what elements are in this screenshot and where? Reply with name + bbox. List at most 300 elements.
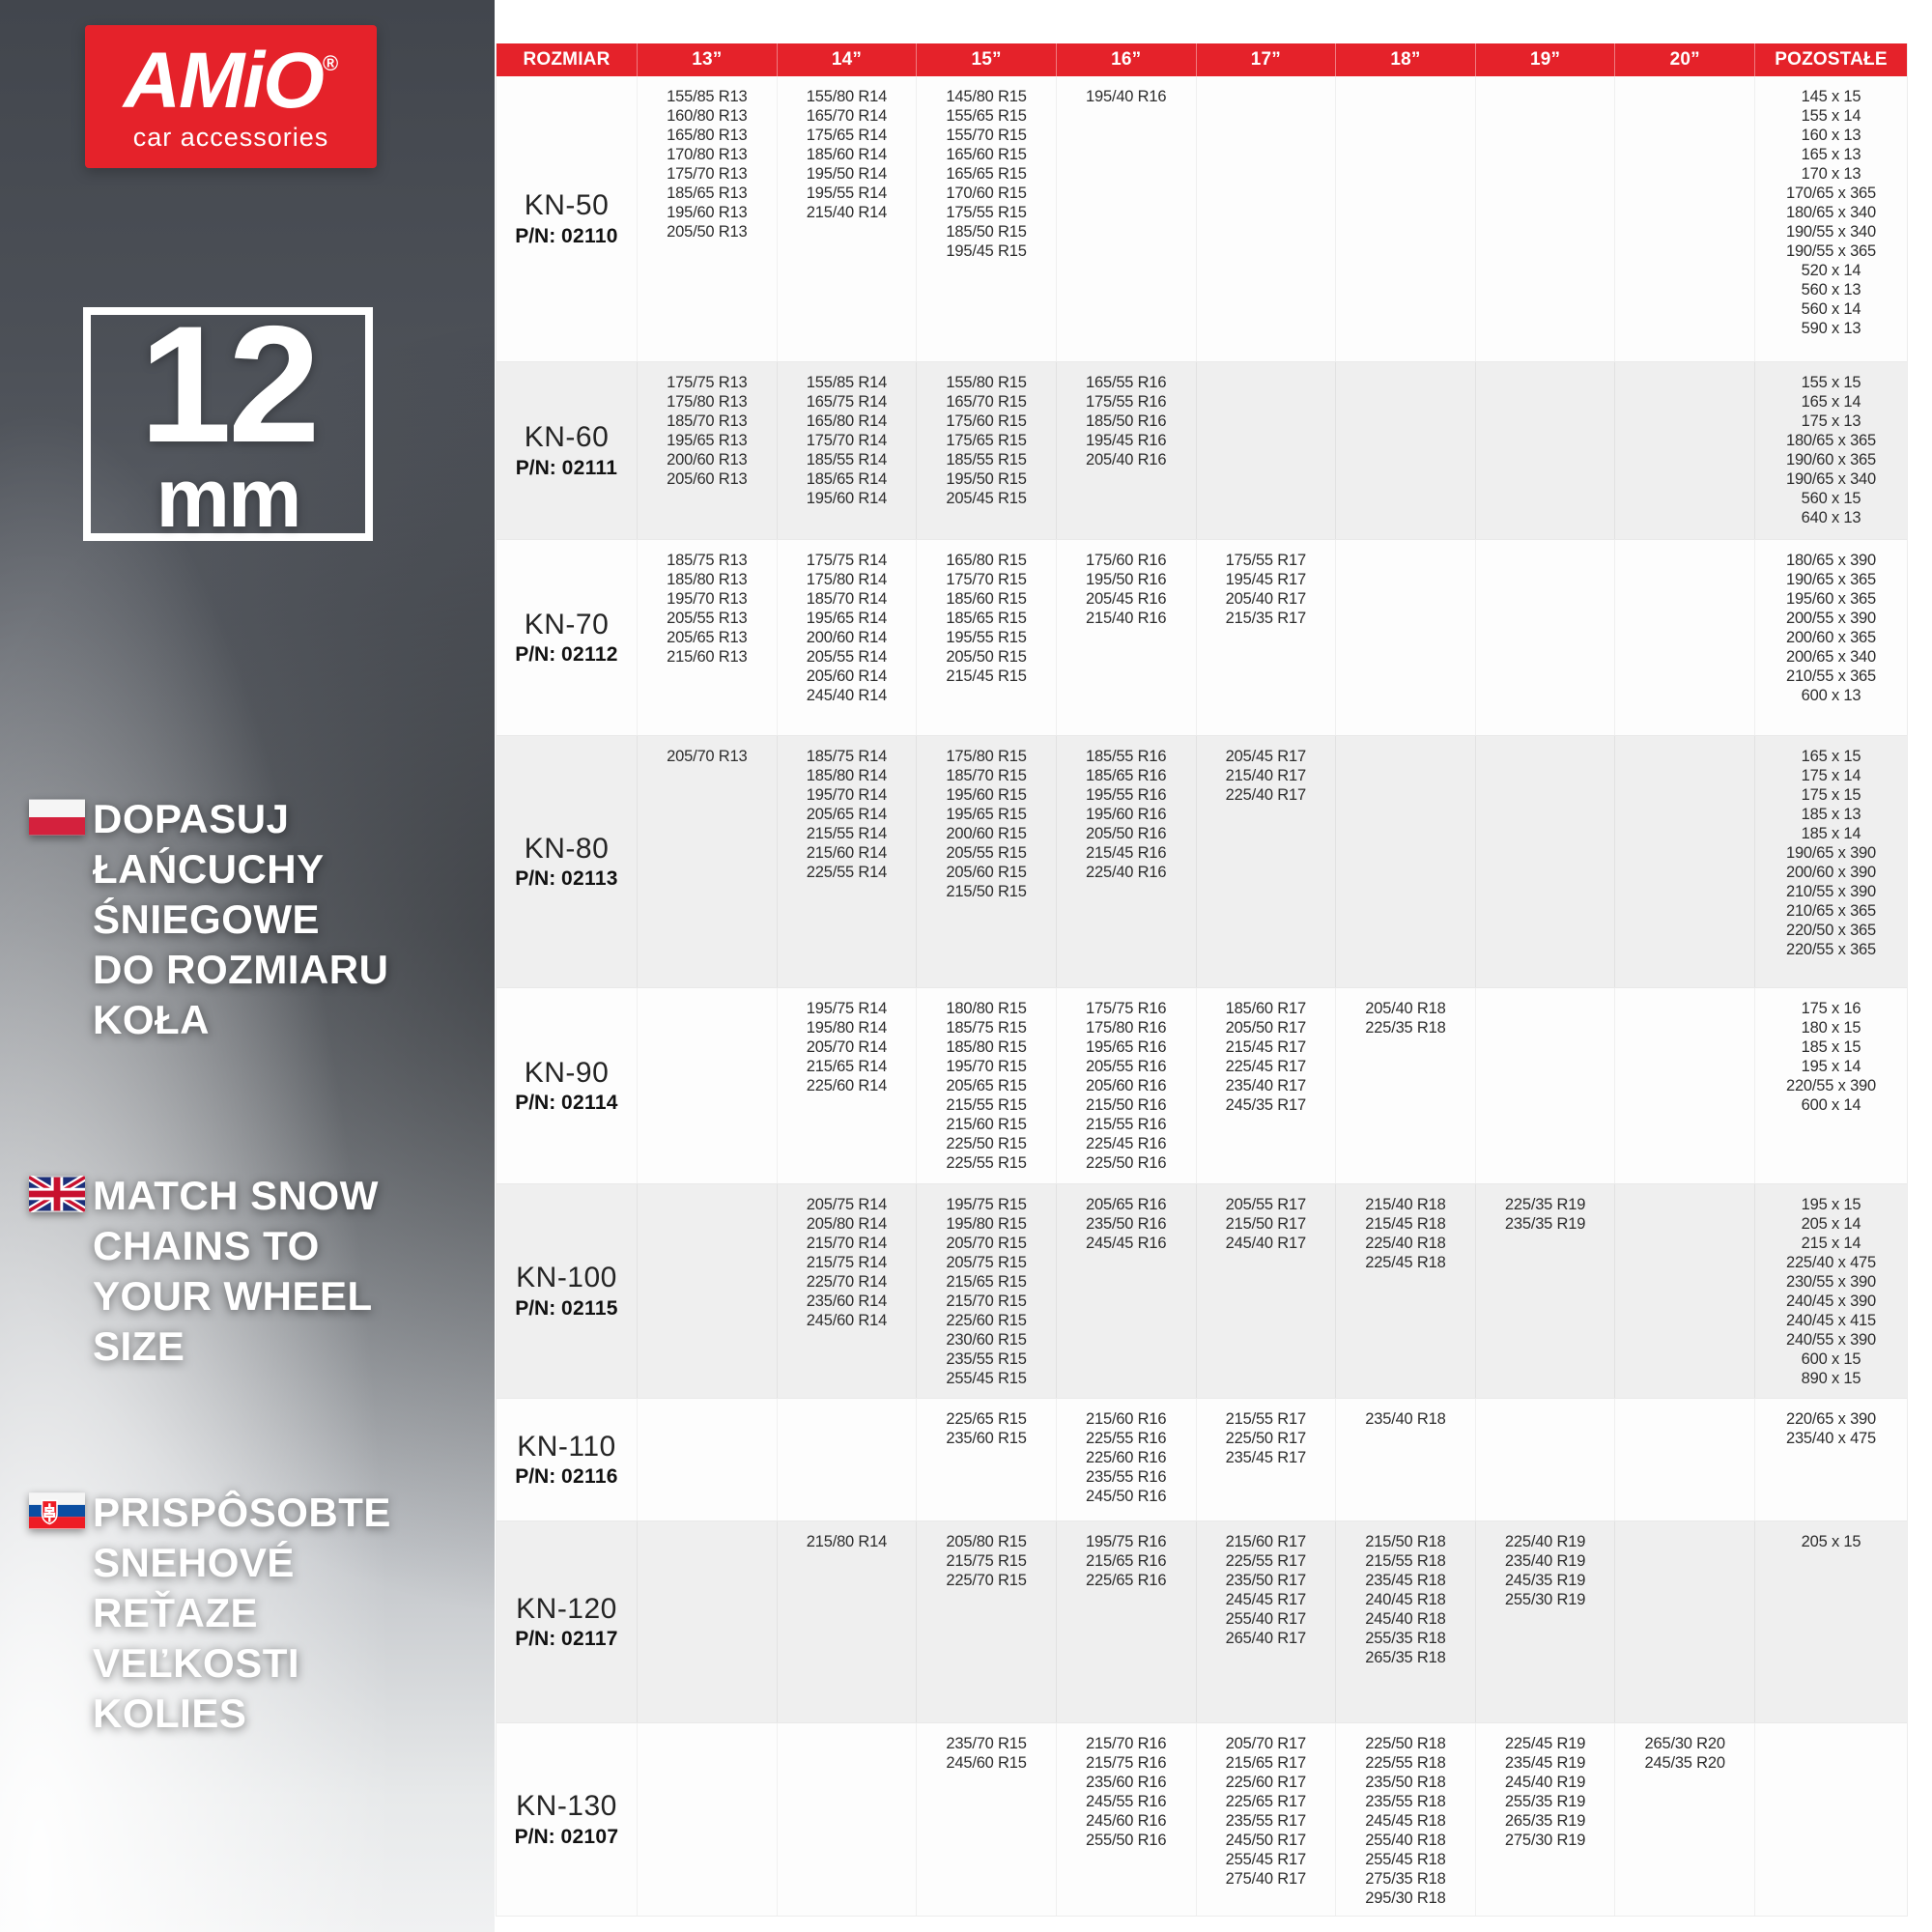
tire-size: 225/45 R16 [1086,1135,1167,1152]
tire-size: 215/55 R15 [946,1096,1027,1114]
tire-size: 175/80 R16 [1086,1019,1167,1037]
note-line: DO ROZMIARU [93,947,389,992]
size-cell [637,988,777,1183]
tire-size: 225/60 R14 [806,1077,888,1094]
tire-size: 185/65 R14 [806,470,888,488]
size-cell [1614,362,1754,539]
tire-size: 195/65 R13 [667,432,748,449]
column-header: 16” [1056,43,1196,76]
model-name: KN-110 [517,1430,616,1463]
note-polish [29,794,466,1045]
tire-size: 230/55 x 390 [1785,1273,1876,1291]
tire-size: 190/65 x 365 [1785,571,1876,588]
tire-size: 195/70 R14 [806,786,888,804]
tire-size: 295/30 R18 [1365,1889,1446,1907]
column-header: 20” [1614,43,1754,76]
tire-size: 170/65 x 365 [1785,185,1876,202]
part-number [516,457,617,480]
column-header: POZOSTAŁE [1754,43,1907,76]
tire-size: 185 x 13 [1801,806,1861,823]
tire-size: 225/40 R19 [1504,1533,1586,1550]
tire-size: 205/50 R17 [1225,1019,1306,1037]
tire-size: 165/70 R15 [946,393,1027,411]
tire-size: 590 x 13 [1801,320,1861,337]
note-line: PRISPÔSOBTE [93,1490,391,1535]
tire-size: 195/75 R16 [1086,1533,1167,1550]
tire-size: 155/85 R14 [806,374,888,391]
tire-size: 215/60 R16 [1086,1410,1167,1428]
tire-size: 220/55 x 365 [1785,941,1876,958]
tire-size: 175/75 R13 [667,374,748,391]
tire-size: 255/45 R15 [946,1370,1027,1387]
tire-size: 215 x 14 [1801,1235,1861,1252]
tire-size: 225/50 R17 [1225,1430,1306,1447]
badge-unit: mm [156,451,300,545]
size-cell [637,1723,777,1916]
tire-size: 220/55 x 390 [1785,1077,1876,1094]
tire-size: 165 x 14 [1801,393,1861,411]
size-cell [1754,362,1907,539]
note-line: SIZE [93,1323,185,1369]
tire-size: 215/65 R15 [946,1273,1027,1291]
tire-size: 195/45 R15 [946,242,1027,260]
part-number-label: P/N: [515,456,562,479]
size-cell [1475,540,1615,735]
tire-size: 180 x 15 [1801,1019,1861,1037]
brand-logo [85,25,377,168]
tire-size: 245/45 R17 [1225,1591,1306,1608]
column-header: 18” [1335,43,1475,76]
tire-size: 195/60 R16 [1086,806,1167,823]
model-cell [497,1184,637,1398]
size-cell [1196,736,1336,987]
brand-name [123,36,339,125]
size-cell [777,1723,917,1916]
tire-size: 195/70 R13 [667,590,748,608]
tire-size: 245/50 R17 [1225,1832,1306,1849]
tire-size: 165/60 R15 [946,146,1027,163]
tire-size: 195/55 R15 [946,629,1027,646]
size-cell [1614,1723,1754,1916]
tire-size: 175/55 R17 [1225,552,1306,569]
tire-size: 155/65 R15 [946,107,1027,125]
size-cell [1196,1521,1336,1722]
tire-size: 200/65 x 340 [1785,648,1876,666]
tire-size: 255/45 R17 [1225,1851,1306,1868]
tire-size: 195/60 R13 [667,204,748,221]
tire-size: 235/35 R19 [1504,1215,1586,1233]
tire-size: 175/55 R15 [946,204,1027,221]
tire-size: 215/45 R18 [1365,1215,1446,1233]
tire-size: 200/60 R13 [667,451,748,469]
tire-size: 160 x 13 [1801,127,1861,144]
tire-size: 185 x 14 [1801,825,1861,842]
tire-size: 225/35 R18 [1365,1019,1446,1037]
tire-size: 185/70 R13 [667,412,748,430]
table-row [497,1183,1907,1398]
tire-size: 215/60 R14 [806,844,888,862]
tire-size: 520 x 14 [1801,262,1861,279]
size-cell [1754,1521,1907,1722]
size-cell [637,76,777,361]
tire-size: 180/80 R15 [946,1000,1027,1017]
model-name: KN-70 [524,608,610,640]
table-body [497,76,1907,1916]
tire-size: 195 x 15 [1801,1196,1861,1213]
tire-size: 215/70 R14 [806,1235,888,1252]
part-number-value: 02111 [561,456,618,479]
tire-size: 185/65 R15 [946,610,1027,627]
tire-size: 185 x 15 [1801,1038,1861,1056]
size-cell [1056,1521,1196,1722]
size-cell [1754,1399,1907,1520]
tire-size: 180/65 x 365 [1785,432,1876,449]
tire-size: 275/35 R18 [1365,1870,1446,1888]
tire-size: 175/60 R16 [1086,552,1167,569]
part-number-value: 02116 [561,1465,618,1489]
tire-size: 205/60 R14 [806,668,888,685]
size-cell [1056,1184,1196,1398]
brand-tagline: car accessories [132,122,329,152]
tire-size: 205/50 R15 [946,648,1027,666]
size-cell [1614,76,1754,361]
tire-size: 195/55 R14 [806,185,888,202]
column-header: 17” [1196,43,1336,76]
part-number-label: P/N: [515,643,562,667]
size-cell [916,76,1056,361]
size-cell [1196,540,1336,735]
tire-size: 215/60 R13 [667,648,748,666]
tire-size: 255/35 R19 [1504,1793,1586,1810]
tire-size: 190/55 x 340 [1785,223,1876,241]
tire-size: 195/70 R15 [946,1058,1027,1075]
tire-size: 180/65 x 390 [1785,552,1876,569]
size-cell [1335,540,1475,735]
tire-size: 205/55 R15 [946,844,1027,862]
tire-size: 225/40 R16 [1086,864,1167,881]
tire-size: 205/70 R15 [946,1235,1027,1252]
tire-size: 560 x 14 [1801,300,1861,318]
model-cell [497,1723,637,1916]
tire-size: 240/45 x 415 [1785,1312,1876,1329]
tire-size: 235/60 R14 [806,1293,888,1310]
tire-size: 215/50 R17 [1225,1215,1306,1233]
model-name: KN-120 [516,1592,617,1625]
tire-size: 240/45 x 390 [1785,1293,1876,1310]
tire-size: 275/30 R19 [1504,1832,1586,1849]
tire-size: 225/50 R16 [1086,1154,1167,1172]
tire-size: 205/40 R17 [1225,590,1306,608]
size-cell [1335,362,1475,539]
tire-size: 215/75 R14 [806,1254,888,1271]
part-number-value: 02114 [561,1092,618,1115]
tire-size: 170 x 13 [1801,165,1861,183]
tire-size: 200/60 R14 [806,629,888,646]
tire-size: 225/55 R17 [1225,1552,1306,1570]
tire-size: 185/80 R13 [667,571,748,588]
size-cell [1335,1723,1475,1916]
tire-size: 190/65 x 390 [1785,844,1876,862]
tire-size: 190/65 x 340 [1785,470,1876,488]
model-cell [497,988,637,1183]
tire-size: 185/60 R14 [806,146,888,163]
tire-size: 215/50 R16 [1086,1096,1167,1114]
tire-size: 215/50 R15 [946,883,1027,900]
column-header: 14” [777,43,917,76]
tire-size: 240/45 R18 [1365,1591,1446,1608]
tire-size: 190/55 x 365 [1785,242,1876,260]
tire-size: 215/60 R17 [1225,1533,1306,1550]
tire-size: 205/40 R16 [1086,451,1167,469]
size-cell [1335,1399,1475,1520]
tire-size: 195/50 R14 [806,165,888,183]
part-number [515,225,618,248]
table-row [497,1722,1907,1916]
tire-size: 245/55 R16 [1086,1793,1167,1810]
tire-size: 235/45 R18 [1365,1572,1446,1589]
note-line: DOPASUJ [93,796,290,841]
tire-size: 255/30 R19 [1504,1591,1586,1608]
tire-size: 195/75 R15 [946,1196,1027,1213]
tire-size: 235/40 R18 [1365,1410,1446,1428]
size-cell [1196,362,1336,539]
tire-size: 225/60 R15 [946,1312,1027,1329]
model-cell [497,362,637,539]
tire-size: 165 x 13 [1801,146,1861,163]
tire-size: 205/65 R13 [667,629,748,646]
size-cell [1335,988,1475,1183]
size-cell [777,1399,917,1520]
tire-size: 205/65 R16 [1086,1196,1167,1213]
size-cell [1614,736,1754,987]
table-row [497,539,1907,735]
tire-size: 205 x 15 [1801,1533,1861,1550]
table-row [497,1398,1907,1520]
part-number-label: P/N: [515,224,562,247]
model-cell [497,76,637,361]
part-number-value: 02112 [561,643,618,667]
tire-size: 245/45 R18 [1365,1812,1446,1830]
size-cell [1335,76,1475,361]
tire-size: 245/45 R16 [1086,1235,1167,1252]
tire-size: 195/60 R14 [806,490,888,507]
tire-size: 165/75 R14 [806,393,888,411]
model-cell [497,1521,637,1722]
tire-size: 175/80 R14 [806,571,888,588]
tire-size: 215/60 R15 [946,1116,1027,1133]
size-cell [1196,988,1336,1183]
tire-size: 195/65 R14 [806,610,888,627]
part-number-value: 02107 [560,1825,619,1848]
tire-size: 215/35 R17 [1225,610,1306,627]
tire-size: 215/55 R14 [806,825,888,842]
tire-size: 245/40 R19 [1504,1774,1586,1791]
tire-size: 205/55 R14 [806,648,888,666]
tire-size: 225/55 R15 [946,1154,1027,1172]
tire-size: 155 x 14 [1801,107,1861,125]
tire-size: 225/40 R17 [1225,786,1306,804]
tire-size: 175 x 13 [1801,412,1861,430]
model-name: KN-60 [524,421,610,454]
tire-size: 195/80 R15 [946,1215,1027,1233]
tire-size: 225/40 x 475 [1785,1254,1876,1271]
tire-size: 185/80 R15 [946,1038,1027,1056]
tire-size: 245/40 R17 [1225,1235,1306,1252]
tire-size: 215/45 R17 [1225,1038,1306,1056]
tire-size: 235/50 R18 [1365,1774,1446,1791]
model-name: KN-50 [524,189,610,222]
note-english [29,1171,466,1372]
tire-size: 185/70 R15 [946,767,1027,784]
tire-size: 185/80 R14 [806,767,888,784]
slovakia-flag-icon [29,1492,85,1529]
tire-size: 205/55 R13 [667,610,748,627]
tire-size: 225/70 R14 [806,1273,888,1291]
tire-size: 225/45 R18 [1365,1254,1446,1271]
column-header: 19” [1475,43,1615,76]
tire-size: 600 x 15 [1801,1350,1861,1368]
tire-size: 175/65 R15 [946,432,1027,449]
size-cell [1614,540,1754,735]
size-cell [1056,1399,1196,1520]
tire-size: 200/60 x 390 [1785,864,1876,881]
tire-size: 235/45 R19 [1504,1754,1586,1772]
size-cell [637,1184,777,1398]
size-cell [916,1399,1056,1520]
tire-size: 225/70 R15 [946,1572,1027,1589]
size-cell [1614,988,1754,1183]
part-number [515,1297,618,1321]
size-cell [1475,1399,1615,1520]
tire-size: 205/65 R15 [946,1077,1027,1094]
part-number-label: P/N: [515,867,562,891]
size-cell [637,1399,777,1520]
tire-size: 205/45 R16 [1086,590,1167,608]
tire-size: 235/55 R18 [1365,1793,1446,1810]
tire-size: 175/60 R15 [946,412,1027,430]
tire-size: 175/65 R14 [806,127,888,144]
tire-size: 195/40 R16 [1086,88,1167,105]
tire-size: 205 x 14 [1801,1215,1861,1233]
tire-size: 235/55 R15 [946,1350,1027,1368]
size-cell [1614,1184,1754,1398]
tire-size: 205/50 R13 [667,223,748,241]
note-text [93,1488,466,1739]
tire-size: 165 x 15 [1801,748,1861,765]
tire-size: 225/60 R16 [1086,1449,1167,1466]
size-cell [916,736,1056,987]
size-cell [1056,1723,1196,1916]
tire-size: 165/55 R16 [1086,374,1167,391]
tire-size: 195/65 R16 [1086,1038,1167,1056]
tire-size: 235/55 R16 [1086,1468,1167,1486]
tire-size: 215/55 R16 [1086,1116,1167,1133]
tire-size: 245/35 R19 [1504,1572,1586,1589]
tire-size: 195/65 R15 [946,806,1027,823]
column-header: 15” [916,43,1056,76]
size-cell [1614,1521,1754,1722]
size-cell [1335,736,1475,987]
registered-mark: ® [322,50,339,75]
tire-size: 215/70 R16 [1086,1735,1167,1752]
part-number-label: P/N: [515,1296,562,1320]
tire-size: 195/60 x 365 [1785,590,1876,608]
tire-size: 210/55 x 390 [1785,883,1876,900]
tire-size: 215/45 R15 [946,668,1027,685]
table-row [497,1520,1907,1722]
note-line: REŤAZE [93,1590,258,1635]
size-cell [1754,1723,1907,1916]
part-number [515,1092,618,1115]
tire-size: 215/55 R17 [1225,1410,1306,1428]
tire-size: 215/75 R15 [946,1552,1027,1570]
tire-size: 220/50 x 365 [1785,922,1876,939]
tire-size: 175 x 14 [1801,767,1861,784]
note-line: ŚNIEGOWE [93,896,321,942]
size-cell [1335,1184,1475,1398]
tire-size: 205/55 R17 [1225,1196,1306,1213]
tire-size: 215/65 R14 [806,1058,888,1075]
column-header: ROZMIAR [523,49,611,70]
size-cell [916,988,1056,1183]
size-cell [777,736,917,987]
tire-size: 265/35 R19 [1504,1812,1586,1830]
chain-thickness-badge [83,291,373,545]
tire-size: 265/30 R20 [1644,1735,1725,1752]
tire-size: 175 x 16 [1801,1000,1861,1017]
tire-size: 235/40 R19 [1504,1552,1586,1570]
tire-size: 225/50 R15 [946,1135,1027,1152]
tire-size: 185/60 R17 [1225,1000,1306,1017]
note-line: VEĽKOSTI [93,1640,300,1686]
model-name: KN-100 [516,1262,617,1294]
tire-size: 205/40 R18 [1365,1000,1446,1017]
part-number [515,1826,619,1849]
size-cell [1754,540,1907,735]
size-cell [1475,1184,1615,1398]
size-cell [637,362,777,539]
size-cell [777,1521,917,1722]
tire-size: 215/40 R17 [1225,767,1306,784]
tire-size: 205/80 R15 [946,1533,1027,1550]
tire-size: 215/65 R17 [1225,1754,1306,1772]
size-cell [1475,988,1615,1183]
tire-size: 175/70 R15 [946,571,1027,588]
part-number [515,867,618,891]
tire-size: 155/70 R15 [946,127,1027,144]
tire-size: 215/40 R14 [806,204,888,221]
tire-size: 265/35 R18 [1365,1649,1446,1666]
tire-size: 225/45 R19 [1504,1735,1586,1752]
size-cell [916,1723,1056,1916]
tire-size: 170/80 R13 [667,146,748,163]
tire-size: 205/75 R15 [946,1254,1027,1271]
tire-size: 185/55 R14 [806,451,888,469]
tire-size: 235/45 R17 [1225,1449,1306,1466]
poland-flag-icon [29,799,85,836]
note-line: KOLIES [93,1690,247,1736]
tire-size: 195/50 R15 [946,470,1027,488]
model-name: KN-130 [516,1790,617,1823]
tire-size: 195/80 R14 [806,1019,888,1037]
size-cell [1754,736,1907,987]
tire-size: 165/80 R13 [667,127,748,144]
table-row [497,76,1907,361]
size-cell [1056,540,1196,735]
size-cell [1056,736,1196,987]
tire-size: 205/65 R14 [806,806,888,823]
tire-size: 205/45 R17 [1225,748,1306,765]
